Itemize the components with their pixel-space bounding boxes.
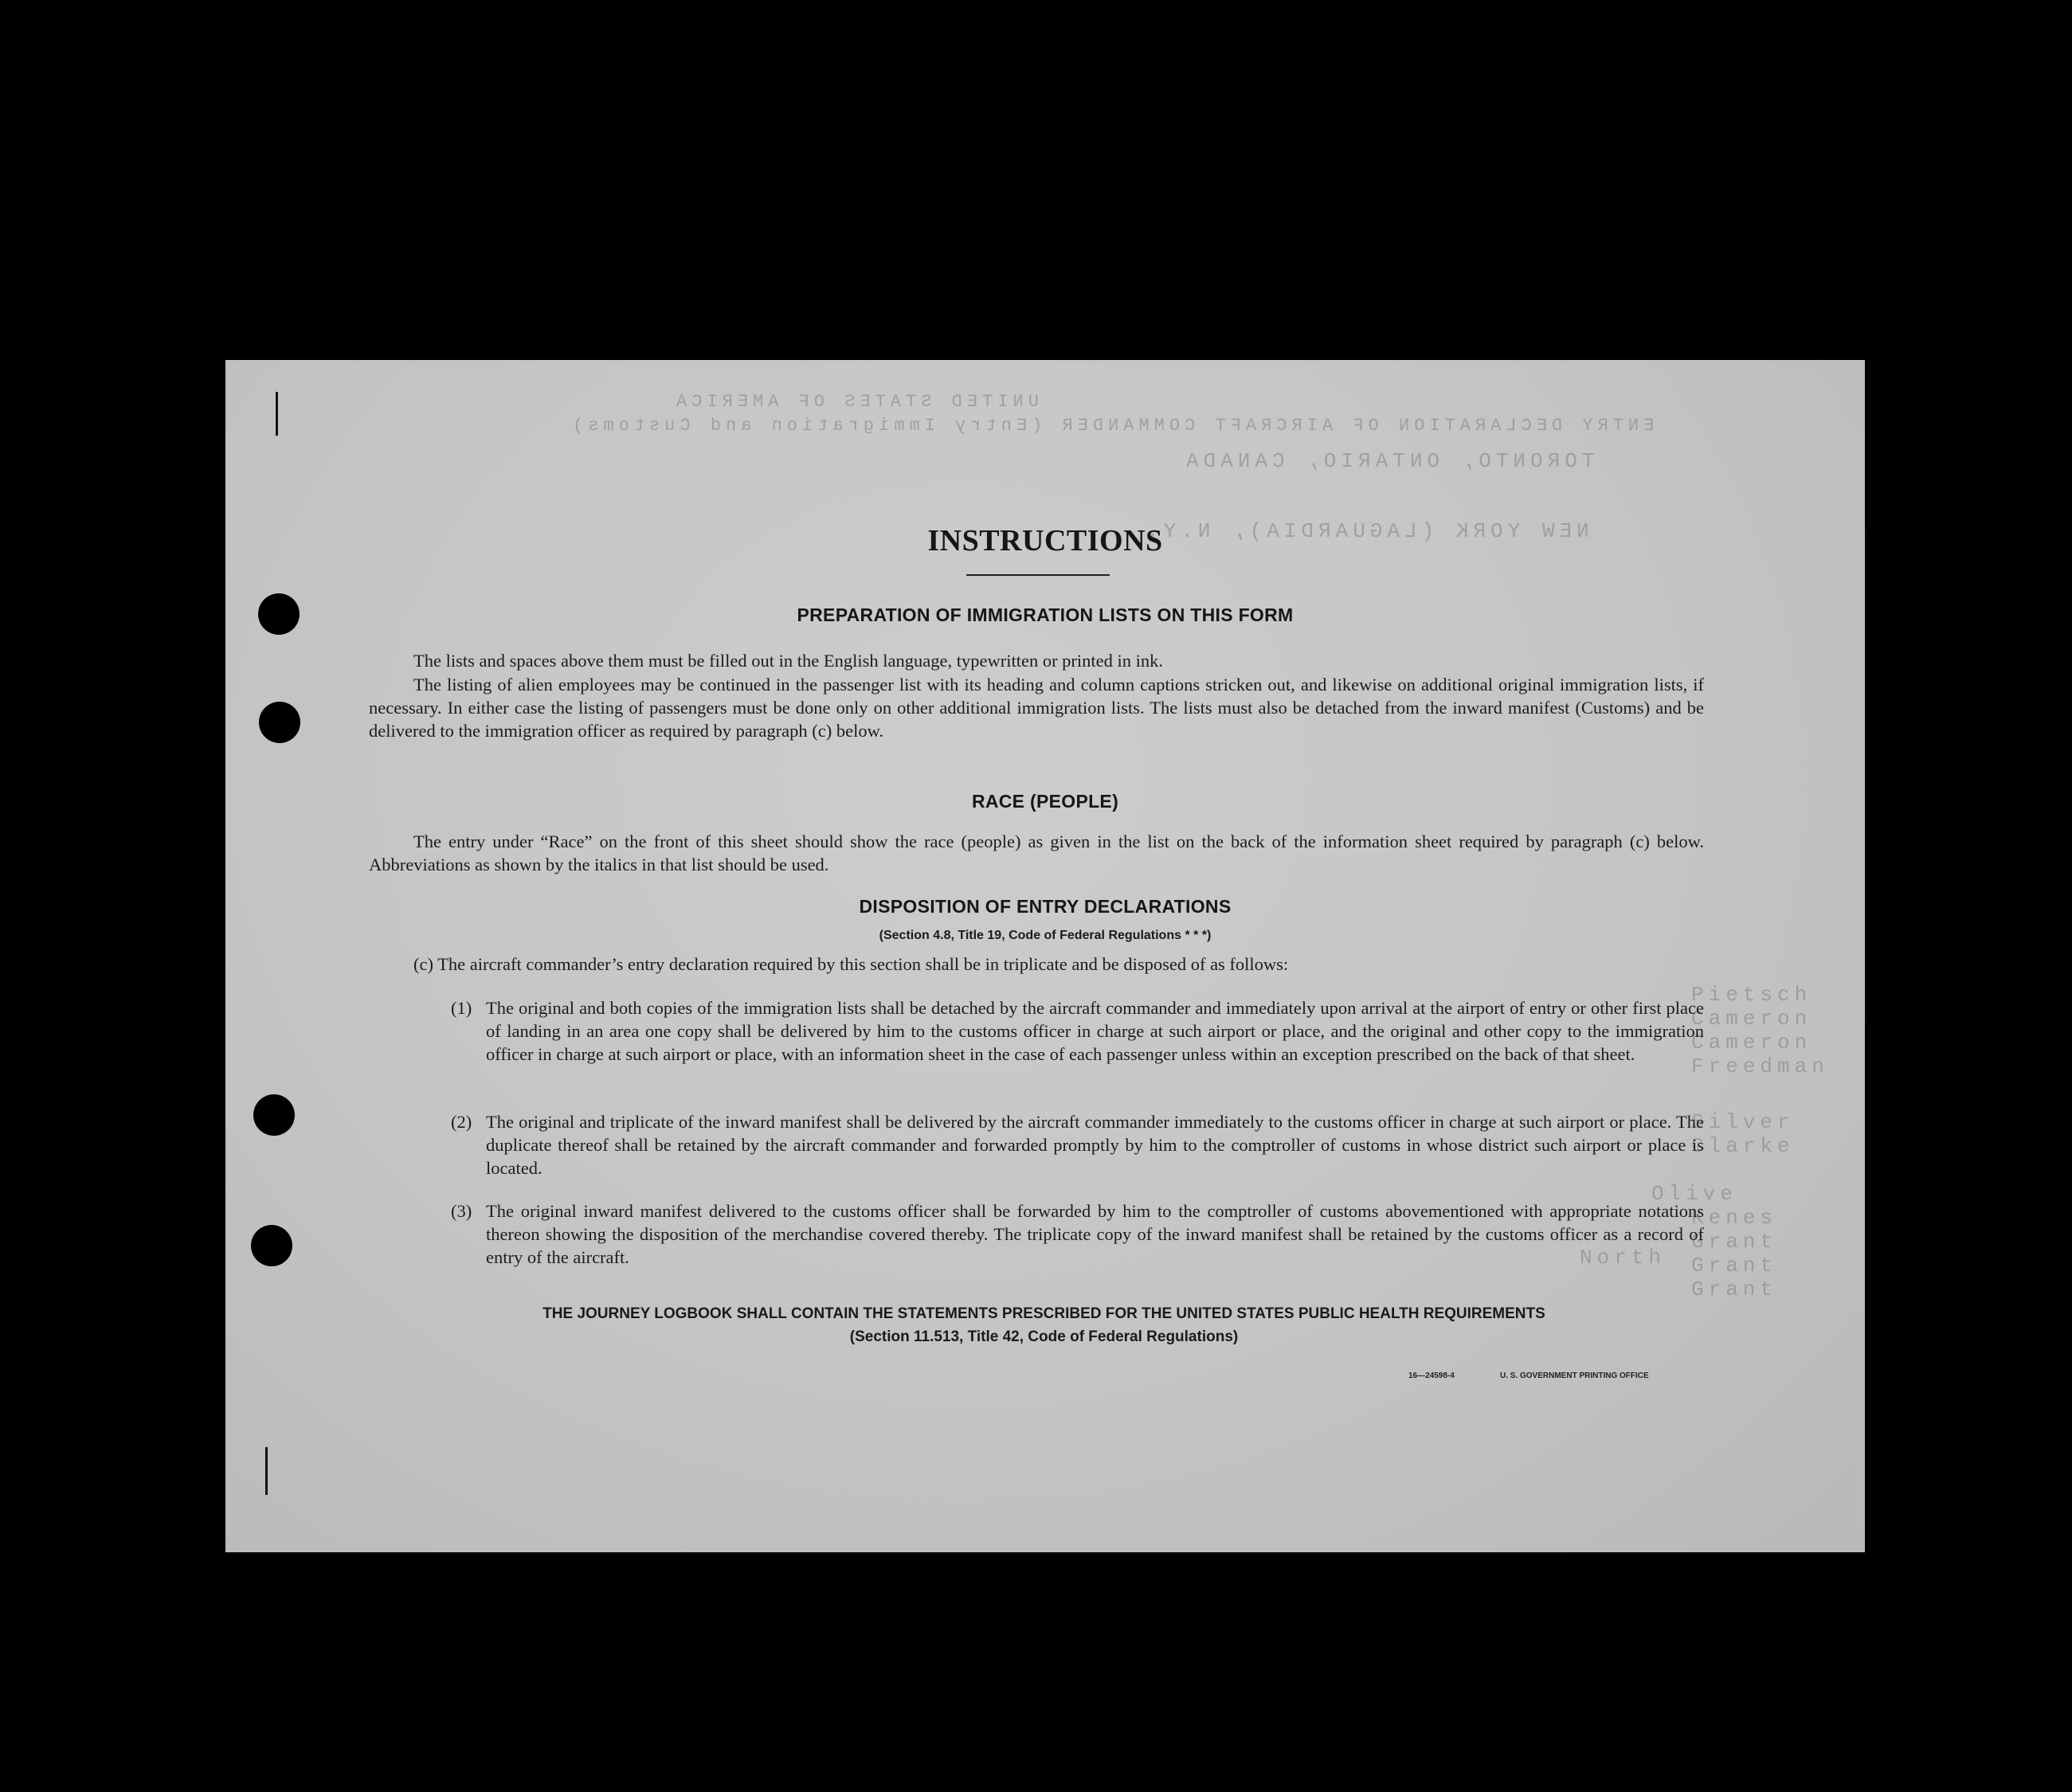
printer-imprint: U. S. GOVERNMENT PRINTING OFFICE (1500, 1371, 1649, 1380)
paragraph-race-entry: The entry under “Race” on the front of this sheet should show the race (people) as given in the list on the back of the information sheet required by paragraph (c) below. Abbreviations as shown by the italics in that list should be used. (369, 831, 1704, 874)
list-item-number: (2) (451, 1112, 472, 1132)
section-heading-disposition: DISPOSITION OF ENTRY DECLARATIONS (859, 896, 1232, 917)
bleed-through-name: Freedman (1691, 1054, 1829, 1078)
list-item-text: The original and triplicate of the inward manifest shall be delivered by the aircraft commander immediately to the customs officer in charge at such airport or place. The duplicate thereof shall be retained by the aircraft commander and forwarded promptly by him to the comptroller of customs in whose district such airport or place is located. (486, 1112, 1704, 1178)
bleed-through-header-1: UNITED STATES OF AMERICA (672, 392, 1039, 412)
bleed-through-name: Cameron (1691, 1031, 1812, 1054)
title-underline (966, 574, 1110, 576)
bleed-through-name: Olive (1651, 1182, 1738, 1206)
printer-code: 16—24598-4 (1408, 1371, 1455, 1380)
paragraph-language-requirement: The lists and spaces above them must be filled out in the English language, typewritten or printed in ink. (413, 651, 1164, 671)
bleed-through-name: Grant (1691, 1230, 1778, 1254)
punch-hole (259, 702, 300, 743)
bleed-through-header-4: NEW YORK (LAGUARDIA), N.Y. (1142, 519, 1589, 543)
bleed-through-name: Pietsch (1691, 983, 1812, 1007)
list-item (451, 1199, 1704, 1269)
list-item (451, 1110, 1704, 1180)
list-item-text: The original and both copies of the immigration lists shall be detached by the aircraft commander and immediately upon arrival at the airport of entry or other first place of landing in an area one copy shall be delivered by him to the customs officer in charge at such airport or place, and the original and other copy to the immigration officer in charge at such airport or place, with an information sheet in the case of each passenger unless within an exception prescribed on the back of that sheet. (486, 998, 1704, 1064)
list-item-text: The original inward manifest delivered to the customs officer shall be forwarded by him to the comptroller of customs abovementioned with appropriate notations thereon showing the disposition of the merchandise covered thereby. The triplicate copy of the inward manifest shall be retained by the customs officer as a record of entry of the aircraft. (486, 1201, 1704, 1267)
document-title: INSTRUCTIONS (927, 524, 1163, 558)
paragraph-alien-employees: The listing of alien employees may be continued in the passenger list with its heading and column captions stricken out, and likewise on additional original immigration lists, if necessary. In either case the listing of passengers must be done only on other additional immigration lists. The lists must also be detached from the inward manifest (Customs) and be delivered to the immigration officer as required by paragraph (c) below. (369, 675, 1704, 741)
bleed-through-name: Silver (1691, 1110, 1795, 1134)
footer-line-2: (Section 11.513, Title 42, Code of Federal Regulations) (849, 1328, 1239, 1345)
edge-tick-mark (276, 392, 278, 436)
punch-hole (251, 1225, 292, 1266)
list-item (451, 996, 1704, 1066)
section-citation: (Section 4.8, Title 19, Code of Federal Regulations * * *) (879, 929, 1212, 942)
bleed-through-header-2: ENTRY DECLARATION OF AIRCRAFT COMMANDER (Entry Immigration and Customs) (568, 416, 1655, 436)
edge-tick-mark (265, 1447, 268, 1495)
bleed-through-name: Kenes (1691, 1206, 1778, 1230)
footer-line-1: THE JOURNEY LOGBOOK SHALL CONTAIN THE STATEMENTS PRESCRIBED FOR THE UNITED STATES PUBLIC HEALTH REQUIREMENTS (542, 1305, 1545, 1322)
bleed-through-name: North (1580, 1246, 1667, 1270)
section-heading-race: RACE (PEOPLE) (971, 791, 1119, 812)
list-item-number: (1) (451, 998, 472, 1018)
bleed-through-name: Grant (1691, 1277, 1778, 1301)
bleed-through-name: Clarke (1691, 1134, 1795, 1158)
list-item-number: (3) (451, 1201, 472, 1221)
paragraph-disposition-intro: (c) The aircraft commander’s entry declaration required by this section shall be in triplicate and be disposed of as follows: (413, 954, 1289, 974)
footer-health-requirements (365, 1302, 1723, 1348)
bleed-through-name: Grant (1691, 1254, 1778, 1277)
bleed-through-name: Cameron (1691, 1007, 1812, 1031)
punch-hole (253, 1094, 295, 1136)
bleed-through-header-3: TORONTO, ONTARIO, CANADA (1181, 449, 1595, 473)
scanned-form-page (225, 360, 1865, 1552)
section-heading-immigration-lists: PREPARATION OF IMMIGRATION LISTS ON THIS FORM (797, 605, 1294, 625)
